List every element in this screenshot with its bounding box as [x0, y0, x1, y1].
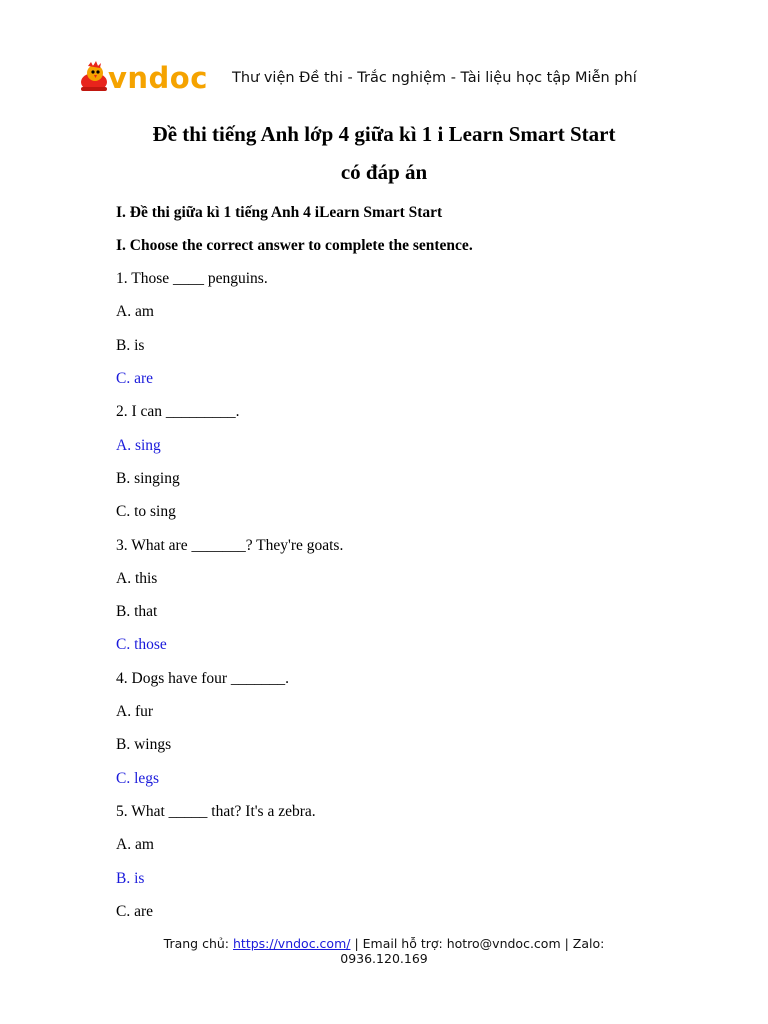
- option-5a: A. am: [116, 836, 154, 853]
- page-footer: [0, 936, 768, 966]
- option-3b: B. that: [116, 603, 158, 620]
- option-2a-correct: A. sing: [116, 437, 161, 454]
- footer-contact: | Email hỗ trợ: hotro@vndoc.com | Zalo:: [350, 936, 605, 951]
- option-5b-correct: B. is: [116, 870, 145, 887]
- option-1b: B. is: [116, 337, 145, 354]
- option-3a: A. this: [116, 570, 158, 587]
- footer-home-link[interactable]: https://vndoc.com/: [233, 936, 351, 951]
- site-tagline: Thư viện Đề thi - Trắc nghiệm - Tài liệu học tập Miễn phí: [232, 70, 637, 86]
- chick-mascot-icon: [78, 60, 220, 96]
- question-4: 4. Dogs have four _______.: [116, 670, 290, 687]
- vndoc-logo[interactable]: [78, 60, 220, 96]
- page-header: [78, 58, 678, 98]
- footer-zalo-number: 0936.120.169: [340, 951, 428, 966]
- footer-line1: [0, 936, 768, 951]
- option-4c-correct: C. legs: [116, 770, 160, 787]
- section-heading: I. Đề thi giữa kì 1 tiếng Anh 4 iLearn Smart Start: [116, 204, 443, 221]
- option-2b: B. singing: [116, 470, 180, 487]
- footer-home-label: Trang chủ:: [163, 936, 233, 951]
- option-4a: A. fur: [116, 703, 154, 720]
- option-1c-correct: C. are: [116, 370, 154, 387]
- question-1: 1. Those ____ penguins.: [116, 270, 268, 287]
- option-4b: B. wings: [116, 736, 172, 753]
- option-2c: C. to sing: [116, 503, 176, 520]
- svg-text:vndoc: vndoc: [108, 61, 208, 95]
- option-1a: A. am: [116, 303, 154, 320]
- question-3: 3. What are _______? They're goats.: [116, 537, 344, 554]
- document-title-line1: Đề thi tiếng Anh lớp 4 giữa kì 1 i Learn Smart Start: [152, 122, 616, 146]
- option-3c-correct: C. those: [116, 636, 167, 653]
- question-5: 5. What _____ that? It's a zebra.: [116, 803, 316, 820]
- exercise-instruction: I. Choose the correct answer to complete the sentence.: [116, 237, 473, 254]
- option-5c: C. are: [116, 903, 154, 920]
- question-2: 2. I can _________.: [116, 403, 240, 420]
- document-title-line2: có đáp án: [340, 160, 428, 184]
